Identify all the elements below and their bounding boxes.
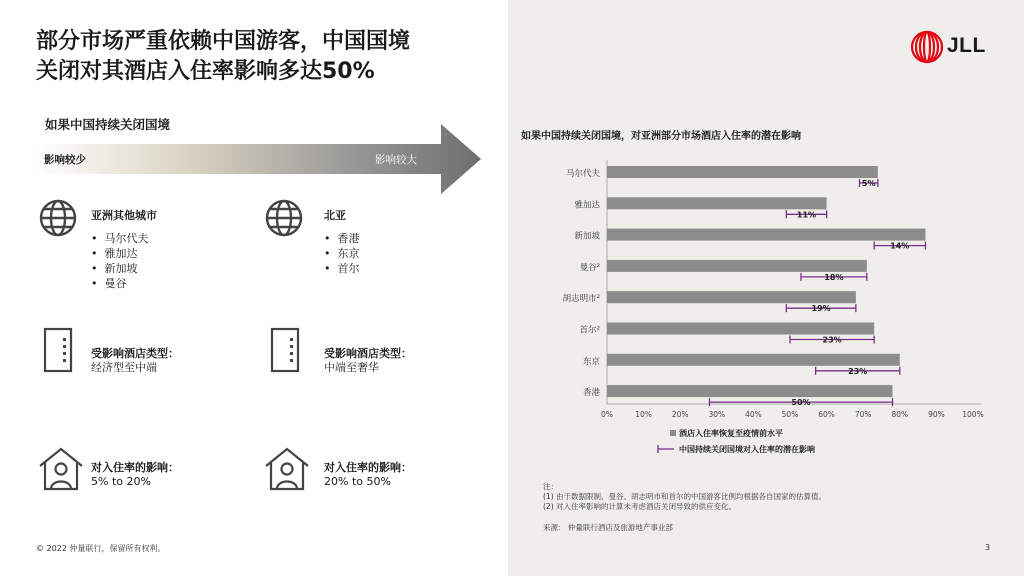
x-tick-label: 90% [928,410,945,419]
bar [607,354,900,366]
bar [607,260,867,272]
x-tick-label: 40% [745,410,762,419]
data-label: 5% [861,179,876,188]
x-tick-label: 60% [818,410,835,419]
list-item: • 新加坡 [91,261,149,276]
right-impact-label: 对入住率的影响： [324,461,412,474]
left-hotel-type-label: 受影响酒店类型： [91,347,179,360]
right-hotel-type-label: 受影响酒店类型： [324,347,412,360]
left-impact-value: 5% to 20% [91,475,151,488]
category-label: 东京 [582,356,600,367]
house-person-icon [38,446,84,492]
category-label: 马尔代夫 [565,169,600,179]
list-item: • 马尔代夫 [91,231,149,246]
category-label: 新加坡 [574,231,600,242]
arrow-label-less: 影响较少 [44,154,86,166]
list-item: • 曼谷 [91,276,149,291]
category-label: 曼谷² [579,262,600,273]
house-person-icon [264,446,310,492]
x-tick-label: 20% [671,410,689,419]
copyright: © 2022 仲量联行，保留所有权利。 [36,544,166,553]
chart-notes [543,482,826,512]
legend-swatch-baseline [670,430,676,436]
page-number: 3 [985,543,991,552]
title-line-1: 部分市场严重依赖中国游客，中国国境 [36,29,411,54]
scenario-label: 如果中国持续关闭国境 [45,117,171,132]
right-hotel-type-value: 中端至奢华 [324,361,379,374]
left-impact-label: 对入住率的影响： [91,461,179,474]
globe-icon [38,198,78,238]
left-region-title: 亚洲其他城市 [91,209,157,222]
data-label: 50% [791,398,811,408]
bar [607,197,827,209]
data-label: 14% [890,241,910,251]
x-tick-label: 30% [708,410,726,419]
right-city-list [324,231,360,276]
right-region-title: 北亚 [324,209,346,222]
x-tick-label: 10% [635,410,652,419]
notes-header: 注： [543,482,558,491]
building-icon [43,327,73,373]
list-item: • 香港 [324,231,360,246]
data-label: 18% [824,272,844,282]
right-impact-value: 20% to 50% [324,475,391,488]
data-label: 23% [822,335,842,345]
chart-title: 如果中国持续关闭国境，对亚洲部分市场酒店入住率的潜在影响 [521,131,801,142]
category-label: 首尔² [579,325,600,336]
bar [607,229,925,241]
category-label: 香港 [582,388,600,399]
bar [607,385,892,397]
category-label: 雅加达 [574,200,600,211]
note-1: (1) 由于数据限制，曼谷、胡志明市和首尔的中国游客比例均根据各自国家的估算值。 [543,492,827,501]
page-title [36,27,506,87]
data-label: 19% [811,304,831,314]
list-item: • 东京 [324,246,360,261]
bar [607,323,874,335]
note-2: (2) 对入住率影响的计算未考虑酒店关闭导致的供应变化。 [543,502,737,511]
left-hotel-type-value: 经济型至中端 [91,361,157,374]
legend-label: 中国持续关闭国境对入住率的潜在影响 [679,445,815,454]
legend-label: 酒店入住率恢复至疫情前水平 [679,429,783,438]
bar [607,166,878,178]
left-city-list [91,231,149,291]
x-tick-label: 70% [854,410,872,419]
data-label: 11% [796,210,817,220]
data-label: 23% [848,366,868,376]
globe-icon [264,198,304,238]
x-tick-label: 80% [891,410,909,419]
category-label: 胡志明市² [562,294,600,305]
building-icon [270,327,300,373]
title-line-2: 关闭对其酒店入住率影响多达50% [36,59,375,84]
x-tick-label: 50% [781,410,799,419]
x-tick-label: 100% [962,410,984,419]
impact-bar-chart [520,150,1010,460]
x-tick-label: 0% [601,410,613,419]
bar [607,291,856,303]
logo-text: JLL [947,34,986,57]
arrow-label-more: 影响较大 [375,154,417,166]
list-item: • 首尔 [324,261,360,276]
source-note: 来源： 仲量联行酒店及旅游地产事业部 [543,523,673,532]
list-item: • 雅加达 [91,246,149,261]
